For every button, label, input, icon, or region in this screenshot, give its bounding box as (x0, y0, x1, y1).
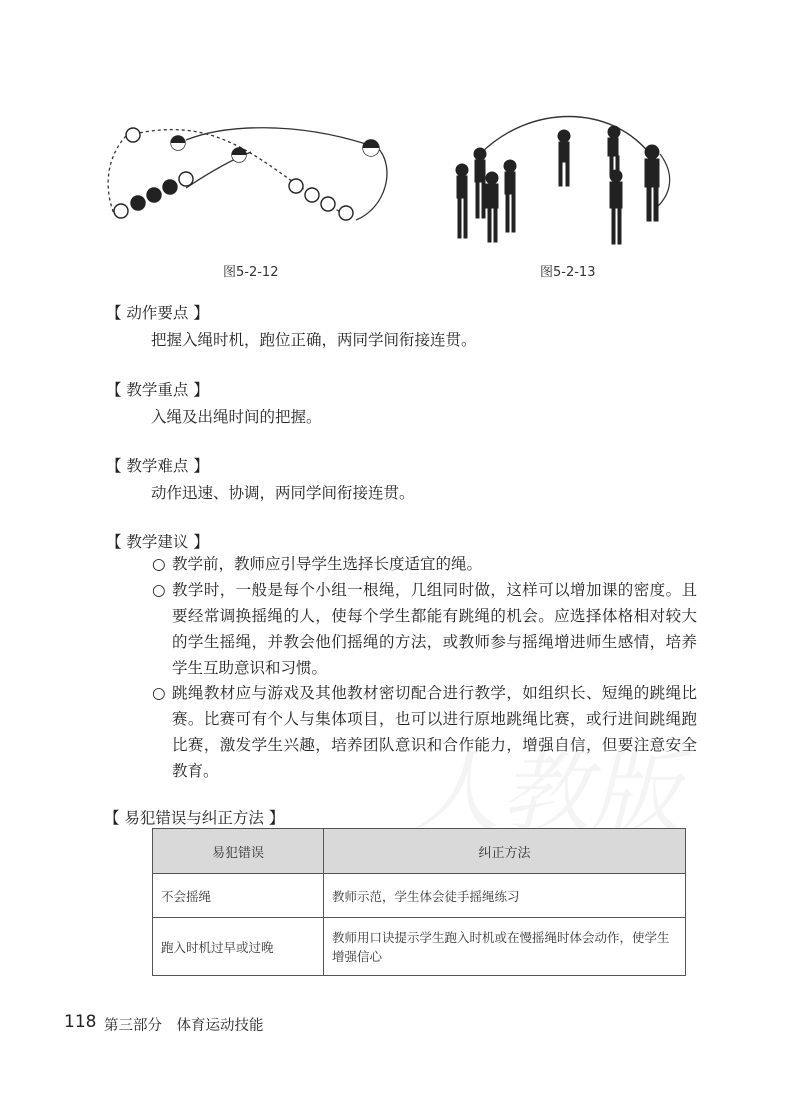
figure-5-2-13-illustration (440, 114, 685, 252)
table-row (153, 918, 686, 976)
teaching-focus-text: 入绳及出绳时间的把握。 (151, 408, 322, 426)
footer-section-title: 第三部分 体育运动技能 (104, 1018, 264, 1034)
errors-heading: 【 易犯错误与纠正方法 】 (104, 809, 285, 827)
figure-5-2-13-caption: 图5-2-13 (540, 265, 596, 280)
column-header-errors: 易犯错误 (153, 829, 324, 874)
bullet-mark: ○ (152, 581, 166, 599)
correction-cell: 教师用口诀提示学生跑入时机或在慢摇绳时体会动作，使学生增强信心 (324, 918, 686, 976)
suggestion-item-1 (152, 551, 697, 577)
teaching-focus-heading: 【 教学重点 】 (106, 381, 209, 399)
error-cell: 跑入时机过早或过晚 (153, 918, 324, 976)
action-points-heading: 【 动作要点 】 (106, 304, 209, 322)
suggestion-text: 教学时，一般是每个小组一根绳，几组同时做，这样可以增加课的密度。且要经常调换摇绳的人，使每个学生都能有跳绳的机会。应选择体格相对较大的学生摇绳，并教会他们摇绳的方法，或教师参与摇绳增进师生感情，培养学生互助意识和习惯。 (172, 581, 697, 677)
teaching-suggestions-heading: 【 教学建议 】 (106, 533, 209, 551)
figure-5-2-12-diagram (96, 118, 396, 230)
suggestion-text: 跳绳教材应与游戏及其他教材密切配合进行教学，如组织长、短绳的跳绳比赛。比赛可有个人与集体项目，也可以进行原地跳绳比赛，或行进间跳绳跑比赛，激发学生兴趣，培养团队意识和合作能力，增强自信，但要注意安全教育。 (172, 684, 697, 780)
bullet-mark: ○ (152, 555, 166, 573)
suggestion-item-2 (152, 577, 697, 681)
correction-cell: 教师示范，学生体会徒手摇绳练习 (324, 874, 686, 918)
table-header-row (153, 829, 686, 874)
errors-table (152, 828, 686, 976)
page-number: 118 (64, 1012, 97, 1032)
table-row (153, 874, 686, 918)
column-header-corrections: 纠正方法 (324, 829, 686, 874)
teaching-difficulty-text: 动作迅速、协调，两同学间衔接连贯。 (151, 484, 415, 502)
bullet-mark: ○ (152, 684, 166, 702)
suggestion-text: 教学前，教师应引导学生选择长度适宜的绳。 (172, 555, 483, 573)
error-cell: 不会摇绳 (153, 874, 324, 918)
action-points-text: 把握入绳时机，跑位正确，两同学间衔接连贯。 (151, 331, 477, 349)
figure-5-2-12-caption: 图5-2-12 (223, 265, 279, 280)
teaching-difficulty-heading: 【 教学难点 】 (106, 457, 209, 475)
